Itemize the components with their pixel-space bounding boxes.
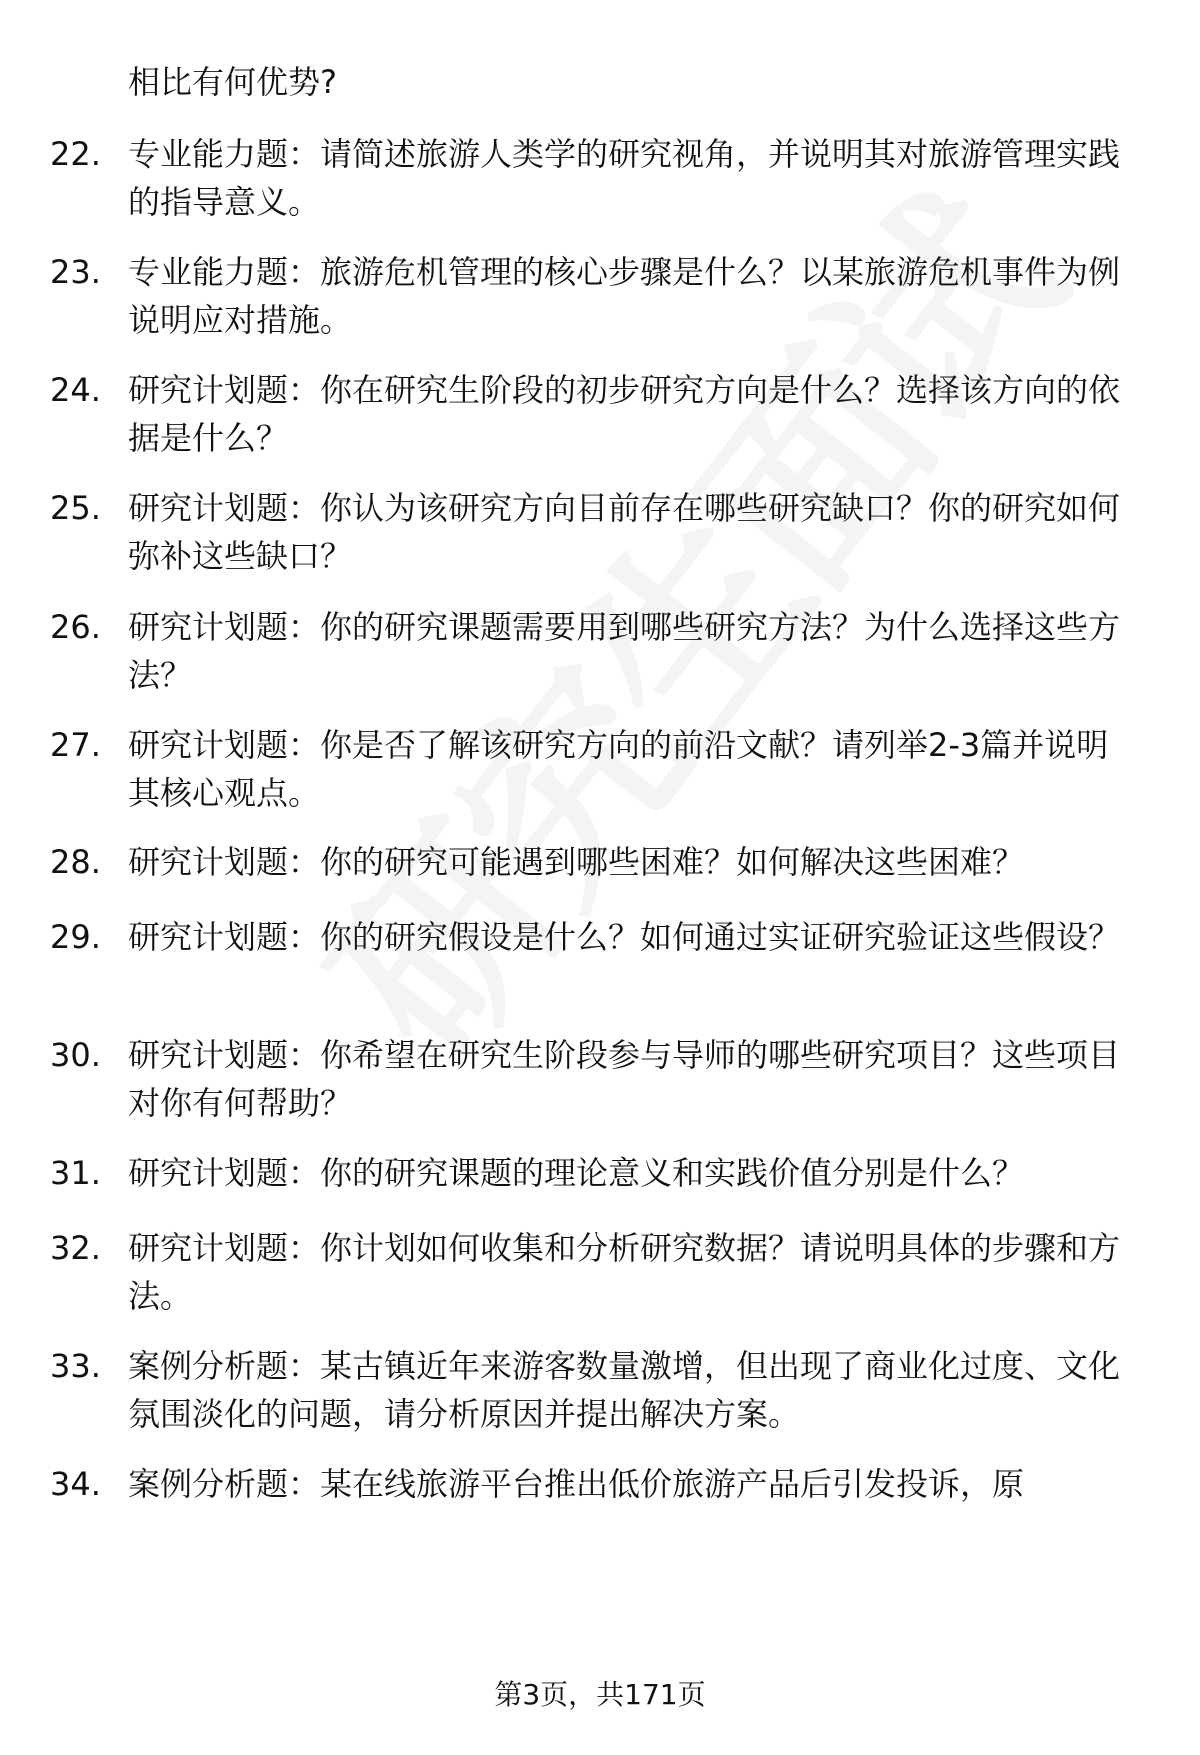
question-number: 28. bbox=[50, 843, 101, 881]
question-number: 24. bbox=[50, 371, 101, 409]
question-number: 29. bbox=[50, 918, 101, 956]
question-continuation: 相比有何优势? bbox=[128, 63, 337, 101]
question-item bbox=[50, 721, 1150, 817]
question-text: 研究计划题：你的研究课题需要用到哪些研究方法？为什么选择这些方法？ bbox=[128, 608, 1121, 694]
question-item bbox=[50, 484, 1150, 580]
question-item bbox=[50, 603, 1150, 699]
question-item bbox=[50, 1149, 1150, 1197]
question-number: 27. bbox=[50, 726, 101, 764]
question-text: 研究计划题：你的研究课题的理论意义和实践价值分别是什么？ bbox=[128, 1154, 1025, 1192]
question-text: 研究计划题：你的研究假设是什么？如何通过实证研究验证这些假设？ bbox=[128, 918, 1121, 956]
question-number: 34. bbox=[50, 1465, 101, 1503]
question-text: 专业能力题：旅游危机管理的核心步骤是什么？以某旅游危机事件为例说明应对措施。 bbox=[128, 253, 1121, 339]
question-text: 研究计划题：你希望在研究生阶段参与导师的哪些研究项目？这些项目对你有何帮助？ bbox=[128, 1036, 1121, 1122]
question-item bbox=[50, 838, 1150, 886]
question-text: 研究计划题：你认为该研究方向目前存在哪些研究缺口？你的研究如何弥补这些缺口？ bbox=[128, 489, 1121, 575]
question-number: 32. bbox=[50, 1229, 101, 1267]
question-item bbox=[50, 366, 1150, 462]
question-text: 案例分析题：某古镇近年来游客数量激增，但出现了商业化过度、文化氛围淡化的问题，请分析原因并提出解决方案。 bbox=[128, 1347, 1121, 1433]
question-number: 31. bbox=[50, 1154, 101, 1192]
question-item bbox=[50, 130, 1150, 226]
question-number: 23. bbox=[50, 253, 101, 291]
question-item bbox=[50, 1342, 1150, 1438]
question-number: 22. bbox=[50, 135, 101, 173]
question-number: 30. bbox=[50, 1036, 101, 1074]
question-number: 26. bbox=[50, 608, 101, 646]
question-text: 研究计划题：你是否了解该研究方向的前沿文献？请列举2-3篇并说明其核心观点。 bbox=[128, 726, 1109, 812]
page-footer: 第3页，共171页 bbox=[494, 1678, 706, 1711]
question-item bbox=[50, 1031, 1150, 1127]
question-number: 25. bbox=[50, 489, 101, 527]
question-item bbox=[50, 1460, 1150, 1508]
question-text: 案例分析题：某在线旅游平台推出低价旅游产品后引发投诉，原 bbox=[128, 1465, 1025, 1503]
question-text: 研究计划题：你计划如何收集和分析研究数据？请说明具体的步骤和方法。 bbox=[128, 1229, 1121, 1315]
question-text: 专业能力题：请简述旅游人类学的研究视角，并说明其对旅游管理实践的指导意义。 bbox=[128, 135, 1121, 221]
question-number: 33. bbox=[50, 1347, 101, 1385]
question-item bbox=[50, 248, 1150, 344]
question-text: 研究计划题：你的研究可能遇到哪些困难？如何解决这些困难？ bbox=[128, 843, 1025, 881]
question-item bbox=[50, 1224, 1150, 1320]
question-item bbox=[50, 913, 1150, 961]
question-text: 研究计划题：你在研究生阶段的初步研究方向是什么？选择该方向的依据是什么？ bbox=[128, 371, 1121, 457]
